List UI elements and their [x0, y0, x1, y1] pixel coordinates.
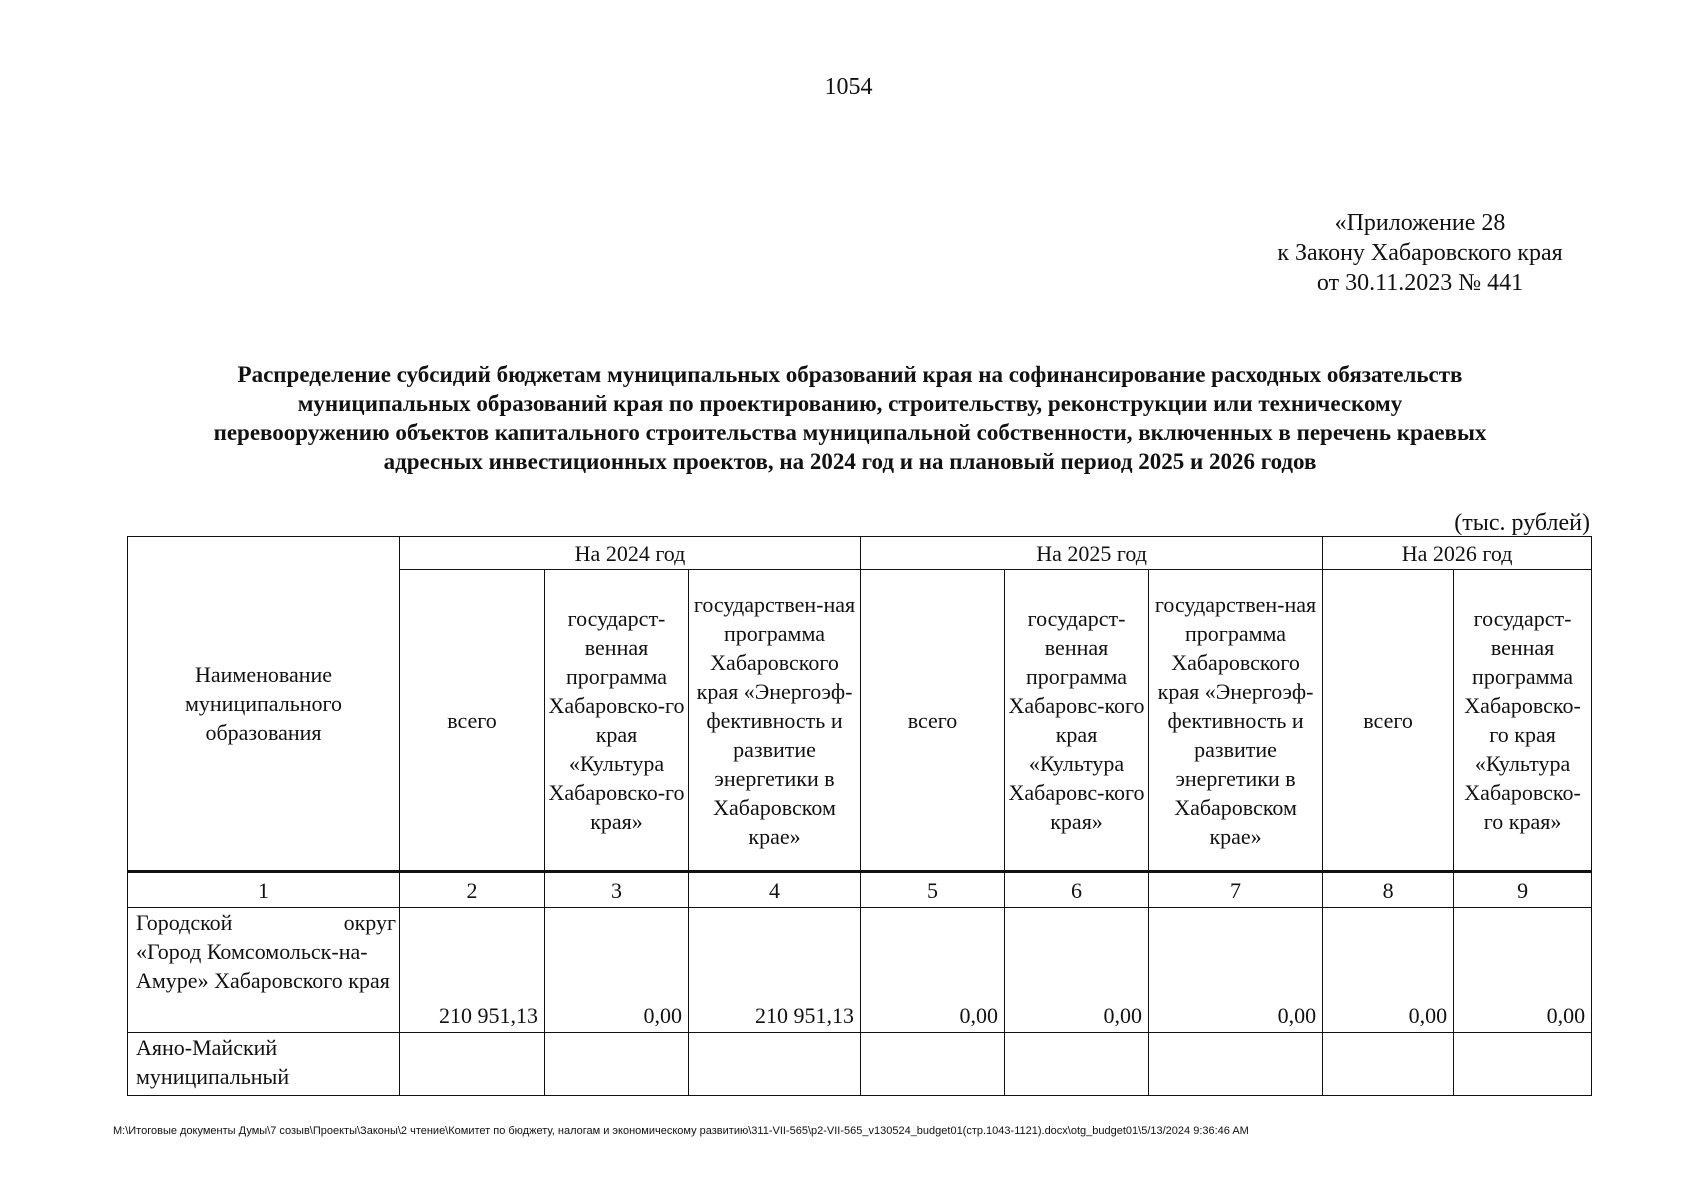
- appendix-line-3: от 30.11.2023 № 441: [1316, 270, 1524, 296]
- column-number: 6: [1005, 872, 1149, 908]
- column-number: 2: [400, 872, 545, 908]
- column-number-row: [128, 872, 1592, 908]
- column-number: 3: [545, 872, 689, 908]
- value-2024-culture: [545, 1033, 689, 1096]
- header-2025-energy-program: государствен-ная программа Хабаровского края «Энергоэф-фективность и развитие энергетики в Хабаровском крае»: [1149, 570, 1323, 872]
- value-2024-total: [400, 1033, 545, 1096]
- header-2026-total: всего: [1323, 570, 1454, 872]
- municipality-name-rest: «Город Комсомольск-на-Амуре» Хабаровского края: [136, 939, 390, 993]
- value-2024-energy: [689, 1033, 861, 1096]
- column-number: 8: [1323, 872, 1454, 908]
- appendix-line-2: к Закону Хабаровского края: [1277, 240, 1563, 266]
- appendix-reference: [1230, 208, 1610, 298]
- value-2026-culture: 0,00: [1454, 908, 1592, 1033]
- subsidy-table: [127, 536, 1592, 1096]
- column-number: 4: [689, 872, 861, 908]
- value-2025-energy: 0,00: [1149, 908, 1323, 1033]
- column-number: 7: [1149, 872, 1323, 908]
- municipality-name: Аяно-Майский муниципальный: [128, 1033, 400, 1096]
- column-number: 1: [128, 872, 400, 908]
- file-path-footer: М:\Итоговые документы Думы\7 созыв\Проекты\Законы\2 чтение\Комитет по бюджету, налогам и экономическому развитию\311-VII-565\р2-VII-565_v130524_budget01(стр.1043-1121).docx\otg_budget01\5/13/2024 9:36:46 AM: [113, 1125, 1249, 1137]
- title-line-4: адресных инвестиционных проектов, на 2024 год и на плановый период 2025 и 2026 годов: [383, 449, 1317, 474]
- table-row: [128, 1033, 1592, 1096]
- value-2025-culture: 0,00: [1005, 908, 1149, 1033]
- value-2025-total: [861, 1033, 1005, 1096]
- header-2024-total: всего: [400, 570, 545, 872]
- document-title: [100, 360, 1600, 476]
- table-row: [128, 908, 1592, 1033]
- appendix-line-1: «Приложение 28: [1334, 210, 1506, 236]
- title-line-3: перевооружению объектов капитального строительства муниципальной собственности, включенных в перечень краевых: [213, 420, 1487, 445]
- units-label: (тыс. рублей): [1454, 510, 1590, 536]
- column-number: 9: [1454, 872, 1592, 908]
- header-year-2024: На 2024 год: [400, 537, 861, 570]
- header-2024-energy-program: государствен-ная программа Хабаровского края «Энергоэф-фективность и развитие энергетики в Хабаровском крае»: [689, 570, 861, 872]
- municipality-name-word: Городской: [136, 910, 233, 935]
- value-2024-total: 210 951,13: [400, 908, 545, 1033]
- municipality-name-first-line: [136, 908, 396, 937]
- value-2024-culture: 0,00: [545, 908, 689, 1033]
- header-municipality-name: Наименование муниципального образования: [128, 537, 400, 872]
- title-line-2: муниципальных образований края по проектированию, строительству, реконструкции или техническому: [297, 391, 1403, 416]
- header-2025-total: всего: [861, 570, 1005, 872]
- header-2026-culture-program: государст-венная программа Хабаровско-го края «Культура Хабаровско-го края»: [1454, 570, 1592, 872]
- value-2025-energy: [1149, 1033, 1323, 1096]
- header-year-row: [128, 537, 1592, 570]
- header-2024-culture-program: государст-венная программа Хабаровско-го края «Культура Хабаровско-го края»: [545, 570, 689, 872]
- value-2024-energy: 210 951,13: [689, 908, 861, 1033]
- value-2026-total: [1323, 1033, 1454, 1096]
- municipality-name-word: округ: [343, 910, 396, 935]
- value-2026-total: 0,00: [1323, 908, 1454, 1033]
- header-year-2026: На 2026 год: [1323, 537, 1592, 570]
- header-year-2025: На 2025 год: [861, 537, 1323, 570]
- municipality-name: [128, 908, 400, 1033]
- value-2026-culture: [1454, 1033, 1592, 1096]
- page-number: 1054: [824, 74, 873, 100]
- value-2025-culture: [1005, 1033, 1149, 1096]
- title-line-1: Распределение субсидий бюджетам муниципальных образований края на софинансирование расходных обязательств: [237, 362, 1463, 387]
- column-number: 5: [861, 872, 1005, 908]
- value-2025-total: 0,00: [861, 908, 1005, 1033]
- header-2025-culture-program: государст-венная программа Хабаровс-кого края «Культура Хабаровс-кого края»: [1005, 570, 1149, 872]
